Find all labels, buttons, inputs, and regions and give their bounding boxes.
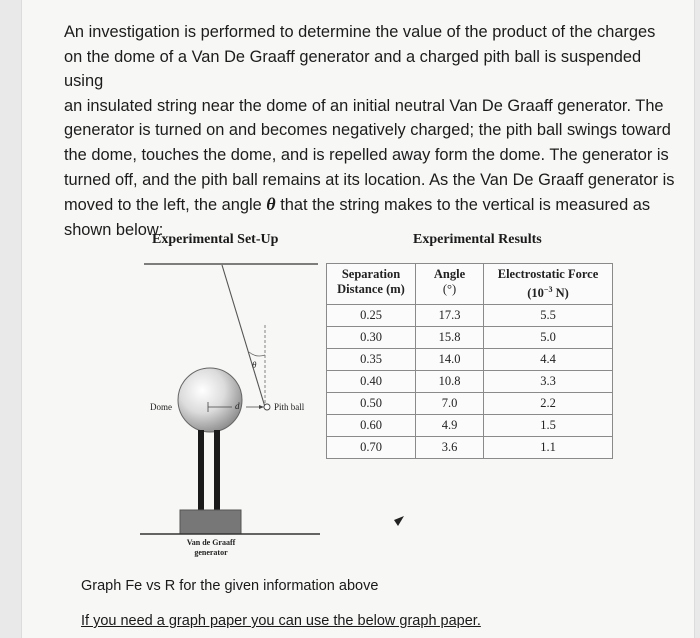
cell-force: 4.4 bbox=[484, 349, 613, 371]
table-row bbox=[327, 393, 613, 415]
table-row bbox=[327, 305, 613, 327]
table-row bbox=[327, 349, 613, 371]
generator-label bbox=[186, 538, 236, 558]
cell-force: 1.5 bbox=[484, 415, 613, 437]
cell-force: 5.5 bbox=[484, 305, 613, 327]
theta-label: θ bbox=[252, 360, 257, 370]
dome-shape bbox=[178, 368, 242, 432]
cell-distance: 0.40 bbox=[327, 371, 416, 393]
header-text: Electrostatic Force bbox=[497, 267, 599, 281]
unit-suffix: N) bbox=[552, 286, 569, 301]
statement-line: on the dome of a Van De Graaff generator and a charged pith ball is suspended using bbox=[64, 47, 642, 91]
table-row bbox=[327, 371, 613, 393]
cell-force: 2.2 bbox=[484, 393, 613, 415]
header-unit bbox=[484, 282, 612, 301]
statement-line: turned off, and the pith ball remains at its location. As the Van De Graaff generator is bbox=[64, 170, 675, 189]
header-separation bbox=[327, 264, 416, 305]
generator-column bbox=[198, 430, 204, 512]
header-text: (°) bbox=[442, 282, 457, 296]
cell-angle: 3.6 bbox=[416, 437, 484, 459]
header-force bbox=[484, 264, 613, 305]
statement-line: An investigation is performed to determine the value of the product of the charges bbox=[64, 23, 656, 41]
cell-angle: 17.3 bbox=[416, 305, 484, 327]
table-row bbox=[327, 437, 613, 459]
graph-paper-note[interactable]: If you need a graph paper you can use the below graph paper. bbox=[81, 613, 481, 629]
dimension-arrowhead bbox=[259, 405, 264, 409]
cell-force: 3.3 bbox=[484, 371, 613, 393]
cell-distance: 0.35 bbox=[327, 349, 416, 371]
cell-distance: 0.25 bbox=[327, 305, 416, 327]
cell-distance: 0.60 bbox=[327, 415, 416, 437]
dome-label: Dome bbox=[150, 402, 172, 412]
statement-line: an insulated string near the dome of an initial neutral Van De Graaff generator. The bbox=[64, 96, 664, 115]
cell-angle: 4.9 bbox=[416, 415, 484, 437]
theta-symbol: θ bbox=[266, 194, 276, 215]
table-row bbox=[327, 415, 613, 437]
cell-force: 1.1 bbox=[484, 437, 613, 459]
cell-angle: 7.0 bbox=[416, 393, 484, 415]
header-angle bbox=[416, 264, 484, 305]
cell-angle: 10.8 bbox=[416, 371, 484, 393]
statement-text: that the string makes to the vertical is measured as bbox=[275, 196, 651, 215]
table-row bbox=[327, 327, 613, 349]
unit-base: (10 bbox=[527, 286, 544, 301]
generator-label-line: Van de Graaff bbox=[186, 538, 236, 547]
graph-task: Graph Fe vs R for the given information above bbox=[81, 578, 379, 594]
cursor-mark bbox=[394, 516, 404, 526]
header-text: Distance (m) bbox=[337, 282, 405, 296]
pith-ball bbox=[264, 404, 270, 410]
cell-angle: 14.0 bbox=[416, 349, 484, 371]
pith-ball-label: Pith ball bbox=[274, 402, 305, 412]
cell-distance: 0.30 bbox=[327, 327, 416, 349]
cell-distance: 0.50 bbox=[327, 393, 416, 415]
header-text: Separation bbox=[341, 267, 401, 281]
results-heading: Experimental Results bbox=[413, 232, 542, 247]
table-header-row bbox=[327, 264, 613, 305]
unit-exponent: −3 bbox=[543, 285, 553, 294]
statement-line: the dome, touches the dome, and is repelled away form the dome. The generator is bbox=[64, 145, 669, 164]
cell-distance: 0.70 bbox=[327, 437, 416, 459]
results-table bbox=[326, 263, 613, 459]
angle-arc bbox=[249, 352, 265, 356]
cell-force: 5.0 bbox=[484, 327, 613, 349]
cell-angle: 15.8 bbox=[416, 327, 484, 349]
statement-line: shown below: bbox=[64, 220, 164, 239]
setup-heading: Experimental Set-Up bbox=[152, 232, 279, 247]
header-text: Angle bbox=[433, 267, 466, 281]
d-label: d bbox=[235, 401, 240, 411]
statement-text: moved to the left, the angle bbox=[64, 196, 267, 215]
generator-label-line: generator bbox=[194, 548, 228, 557]
statement-line: generator is turned on and becomes negatively charged; the pith ball swings toward bbox=[64, 121, 671, 140]
generator-base bbox=[180, 510, 241, 534]
generator-column bbox=[214, 430, 220, 512]
